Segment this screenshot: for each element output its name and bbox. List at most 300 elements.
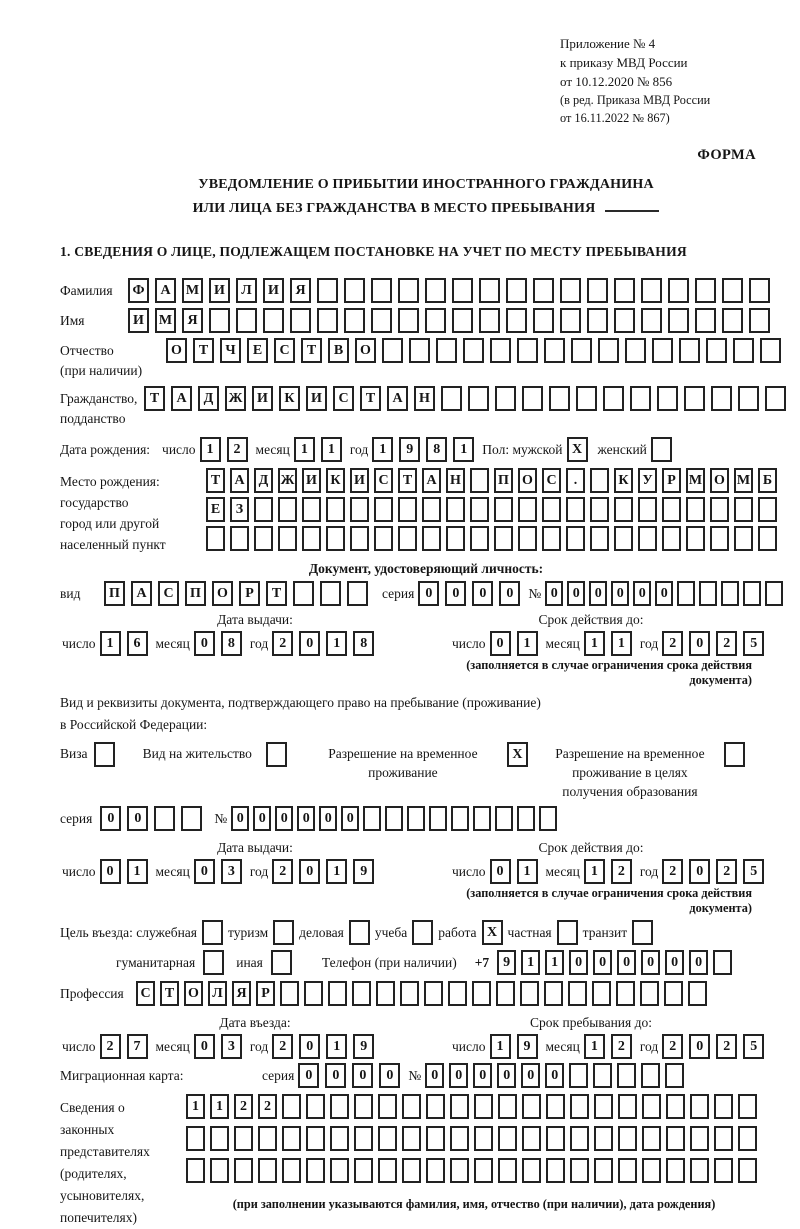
char-box[interactable] <box>425 278 446 303</box>
char-box[interactable] <box>642 1158 661 1183</box>
char-box[interactable]: 1 <box>521 950 540 975</box>
char-box[interactable] <box>236 308 257 333</box>
char-box[interactable] <box>587 308 608 333</box>
char-box[interactable] <box>302 497 321 522</box>
char-box[interactable] <box>713 950 732 975</box>
char-box[interactable] <box>566 497 585 522</box>
char-box[interactable]: 0 <box>472 581 493 606</box>
char-box[interactable] <box>378 1158 397 1183</box>
char-box[interactable] <box>402 1094 421 1119</box>
char-box[interactable] <box>302 526 321 551</box>
char-box[interactable]: И <box>302 468 321 493</box>
char-box[interactable] <box>617 1063 636 1088</box>
char-box[interactable] <box>304 981 323 1006</box>
char-box[interactable] <box>363 806 381 831</box>
char-box[interactable] <box>546 1126 565 1151</box>
char-box[interactable] <box>690 1094 709 1119</box>
char-box[interactable]: 7 <box>127 1034 148 1059</box>
char-box[interactable]: 0 <box>100 859 121 884</box>
char-box[interactable]: 0 <box>425 1063 444 1088</box>
char-box[interactable]: 0 <box>497 1063 516 1088</box>
char-box[interactable] <box>542 497 561 522</box>
char-box[interactable] <box>424 981 443 1006</box>
char-box[interactable]: Н <box>446 468 465 493</box>
char-box[interactable]: 0 <box>352 1063 373 1088</box>
char-box[interactable]: 0 <box>589 581 607 606</box>
char-box[interactable] <box>371 308 392 333</box>
char-box[interactable] <box>398 278 419 303</box>
char-box[interactable] <box>593 1063 612 1088</box>
char-box[interactable] <box>426 1094 445 1119</box>
char-box[interactable]: С <box>274 338 295 363</box>
char-box[interactable]: 0 <box>473 1063 492 1088</box>
char-box[interactable] <box>618 1126 637 1151</box>
char-box[interactable]: М <box>686 468 705 493</box>
char-box[interactable] <box>765 581 783 606</box>
char-box[interactable] <box>686 497 705 522</box>
char-box[interactable] <box>642 1094 661 1119</box>
char-box[interactable] <box>498 1094 517 1119</box>
char-box[interactable]: 0 <box>127 806 148 831</box>
char-box[interactable]: С <box>542 468 561 493</box>
char-box[interactable] <box>344 278 365 303</box>
char-box[interactable] <box>594 1126 613 1151</box>
char-box[interactable] <box>662 497 681 522</box>
char-box[interactable] <box>684 386 705 411</box>
char-box[interactable] <box>474 1126 493 1151</box>
char-box[interactable]: 1 <box>545 950 564 975</box>
char-box[interactable]: 6 <box>127 631 148 656</box>
char-box[interactable] <box>749 308 770 333</box>
char-box[interactable] <box>544 338 565 363</box>
char-box[interactable]: 0 <box>545 1063 564 1088</box>
char-box[interactable]: А <box>171 386 192 411</box>
char-box[interactable] <box>470 526 489 551</box>
char-box[interactable] <box>603 386 624 411</box>
char-box[interactable] <box>738 386 759 411</box>
char-box[interactable]: 0 <box>490 631 511 656</box>
char-box[interactable] <box>542 526 561 551</box>
char-box[interactable]: 1 <box>326 1034 347 1059</box>
purpose-work-checkbox[interactable]: X <box>482 920 503 945</box>
char-box[interactable] <box>570 1126 589 1151</box>
char-box[interactable]: 0 <box>379 1063 400 1088</box>
char-box[interactable]: У <box>638 468 657 493</box>
char-box[interactable]: О <box>710 468 729 493</box>
char-box[interactable]: 5 <box>743 859 764 884</box>
char-box[interactable]: 1 <box>326 631 347 656</box>
char-box[interactable] <box>506 308 527 333</box>
char-box[interactable] <box>450 1158 469 1183</box>
char-box[interactable] <box>695 278 716 303</box>
char-box[interactable] <box>350 526 369 551</box>
char-box[interactable] <box>592 981 611 1006</box>
char-box[interactable]: С <box>158 581 179 606</box>
char-box[interactable] <box>374 526 393 551</box>
char-box[interactable] <box>354 1158 373 1183</box>
char-box[interactable] <box>743 581 761 606</box>
char-box[interactable] <box>662 526 681 551</box>
char-box[interactable]: 5 <box>743 631 764 656</box>
char-box[interactable]: И <box>306 386 327 411</box>
char-box[interactable] <box>154 806 175 831</box>
char-box[interactable]: К <box>279 386 300 411</box>
char-box[interactable] <box>738 1126 757 1151</box>
char-box[interactable]: Я <box>290 278 311 303</box>
char-box[interactable] <box>544 981 563 1006</box>
char-box[interactable] <box>474 1094 493 1119</box>
char-box[interactable] <box>517 806 535 831</box>
char-box[interactable] <box>398 308 419 333</box>
char-box[interactable] <box>711 386 732 411</box>
char-box[interactable] <box>317 308 338 333</box>
char-box[interactable]: 2 <box>716 1034 737 1059</box>
char-box[interactable] <box>765 386 786 411</box>
char-box[interactable] <box>699 581 717 606</box>
char-box[interactable]: 2 <box>272 859 293 884</box>
char-box[interactable]: Ч <box>220 338 241 363</box>
char-box[interactable]: 9 <box>399 437 420 462</box>
char-box[interactable] <box>665 1063 684 1088</box>
char-box[interactable]: 0 <box>253 806 271 831</box>
char-box[interactable] <box>326 497 345 522</box>
char-box[interactable] <box>522 386 543 411</box>
char-box[interactable] <box>533 278 554 303</box>
char-box[interactable]: 0 <box>299 631 320 656</box>
char-box[interactable]: Р <box>662 468 681 493</box>
char-box[interactable] <box>374 497 393 522</box>
char-box[interactable] <box>254 497 273 522</box>
char-box[interactable] <box>306 1158 325 1183</box>
char-box[interactable] <box>282 1094 301 1119</box>
char-box[interactable] <box>641 1063 660 1088</box>
char-box[interactable] <box>479 308 500 333</box>
char-box[interactable]: 0 <box>275 806 293 831</box>
char-box[interactable]: 1 <box>321 437 342 462</box>
char-box[interactable]: 1 <box>100 631 121 656</box>
char-box[interactable] <box>522 1094 541 1119</box>
char-box[interactable]: М <box>155 308 176 333</box>
char-box[interactable] <box>290 308 311 333</box>
char-box[interactable] <box>517 338 538 363</box>
char-box[interactable] <box>230 526 249 551</box>
char-box[interactable]: 9 <box>353 859 374 884</box>
char-box[interactable] <box>317 278 338 303</box>
char-box[interactable] <box>570 1094 589 1119</box>
char-box[interactable]: Ж <box>278 468 297 493</box>
char-box[interactable] <box>468 386 489 411</box>
char-box[interactable] <box>625 338 646 363</box>
char-box[interactable] <box>371 278 392 303</box>
char-box[interactable]: М <box>182 278 203 303</box>
char-box[interactable] <box>306 1094 325 1119</box>
char-box[interactable]: 1 <box>517 631 538 656</box>
char-box[interactable] <box>407 806 425 831</box>
char-box[interactable] <box>734 497 753 522</box>
char-box[interactable] <box>539 806 557 831</box>
char-box[interactable]: 2 <box>662 1034 683 1059</box>
char-box[interactable] <box>568 981 587 1006</box>
char-box[interactable]: Ф <box>128 278 149 303</box>
char-box[interactable]: 1 <box>584 631 605 656</box>
char-box[interactable] <box>472 981 491 1006</box>
char-box[interactable]: 0 <box>319 806 337 831</box>
char-box[interactable]: И <box>128 308 149 333</box>
char-box[interactable]: 2 <box>611 859 632 884</box>
purpose-private-checkbox[interactable] <box>557 920 578 945</box>
char-box[interactable] <box>210 1126 229 1151</box>
char-box[interactable] <box>446 526 465 551</box>
char-box[interactable] <box>320 581 341 606</box>
char-box[interactable] <box>330 1158 349 1183</box>
char-box[interactable]: 0 <box>325 1063 346 1088</box>
char-box[interactable] <box>450 1094 469 1119</box>
char-box[interactable]: 1 <box>584 1034 605 1059</box>
char-box[interactable] <box>350 497 369 522</box>
char-box[interactable]: О <box>166 338 187 363</box>
char-box[interactable]: П <box>104 581 125 606</box>
char-box[interactable]: 0 <box>299 859 320 884</box>
char-box[interactable] <box>614 497 633 522</box>
char-box[interactable]: 1 <box>210 1094 229 1119</box>
char-box[interactable]: 8 <box>353 631 374 656</box>
char-box[interactable]: Я <box>232 981 251 1006</box>
char-box[interactable] <box>686 526 705 551</box>
char-box[interactable]: 1 <box>517 859 538 884</box>
char-box[interactable]: 0 <box>689 859 710 884</box>
char-box[interactable] <box>518 497 537 522</box>
char-box[interactable] <box>451 806 469 831</box>
char-box[interactable]: Т <box>193 338 214 363</box>
char-box[interactable]: 1 <box>326 859 347 884</box>
char-box[interactable] <box>498 1126 517 1151</box>
char-box[interactable] <box>398 526 417 551</box>
purpose-transit-checkbox[interactable] <box>632 920 653 945</box>
char-box[interactable]: К <box>326 468 345 493</box>
char-box[interactable]: 0 <box>521 1063 540 1088</box>
char-box[interactable] <box>590 468 609 493</box>
char-box[interactable] <box>722 278 743 303</box>
visa-checkbox[interactable] <box>94 742 115 767</box>
char-box[interactable] <box>470 468 489 493</box>
char-box[interactable]: Т <box>160 981 179 1006</box>
char-box[interactable] <box>385 806 403 831</box>
char-box[interactable] <box>587 278 608 303</box>
char-box[interactable] <box>450 1126 469 1151</box>
residence-permit-checkbox[interactable] <box>266 742 287 767</box>
char-box[interactable] <box>344 308 365 333</box>
char-box[interactable]: Т <box>301 338 322 363</box>
char-box[interactable] <box>690 1158 709 1183</box>
char-box[interactable]: И <box>350 468 369 493</box>
char-box[interactable]: 2 <box>716 631 737 656</box>
char-box[interactable] <box>520 981 539 1006</box>
char-box[interactable] <box>758 526 777 551</box>
char-box[interactable]: 0 <box>194 859 215 884</box>
char-box[interactable] <box>594 1094 613 1119</box>
char-box[interactable] <box>409 338 430 363</box>
char-box[interactable] <box>441 386 462 411</box>
char-box[interactable] <box>436 338 457 363</box>
char-box[interactable]: 1 <box>186 1094 205 1119</box>
char-box[interactable]: Н <box>414 386 435 411</box>
char-box[interactable] <box>280 981 299 1006</box>
char-box[interactable] <box>496 981 515 1006</box>
char-box[interactable] <box>282 1126 301 1151</box>
char-box[interactable] <box>666 1094 685 1119</box>
char-box[interactable] <box>594 1158 613 1183</box>
char-box[interactable] <box>506 278 527 303</box>
char-box[interactable]: 0 <box>689 950 708 975</box>
char-box[interactable]: П <box>185 581 206 606</box>
char-box[interactable] <box>474 1158 493 1183</box>
char-box[interactable] <box>533 308 554 333</box>
char-box[interactable]: Е <box>206 497 225 522</box>
char-box[interactable]: О <box>184 981 203 1006</box>
char-box[interactable] <box>722 308 743 333</box>
temp-permit-checkbox[interactable]: X <box>507 742 528 767</box>
char-box[interactable] <box>668 308 689 333</box>
char-box[interactable] <box>657 386 678 411</box>
char-box[interactable]: 1 <box>584 859 605 884</box>
char-box[interactable] <box>518 526 537 551</box>
char-box[interactable]: 1 <box>611 631 632 656</box>
char-box[interactable]: 0 <box>490 859 511 884</box>
char-box[interactable]: 0 <box>299 1034 320 1059</box>
char-box[interactable]: 0 <box>545 581 563 606</box>
char-box[interactable] <box>677 581 695 606</box>
char-box[interactable] <box>422 497 441 522</box>
char-box[interactable] <box>429 806 447 831</box>
char-box[interactable] <box>546 1158 565 1183</box>
char-box[interactable]: 2 <box>272 631 293 656</box>
char-box[interactable] <box>576 386 597 411</box>
char-box[interactable]: 0 <box>567 581 585 606</box>
char-box[interactable]: Д <box>198 386 219 411</box>
char-box[interactable] <box>254 526 273 551</box>
char-box[interactable] <box>376 981 395 1006</box>
char-box[interactable] <box>398 497 417 522</box>
char-box[interactable]: Е <box>247 338 268 363</box>
char-box[interactable]: 2 <box>100 1034 121 1059</box>
char-box[interactable]: С <box>374 468 393 493</box>
char-box[interactable] <box>186 1126 205 1151</box>
char-box[interactable] <box>425 308 446 333</box>
char-box[interactable] <box>618 1094 637 1119</box>
char-box[interactable]: Т <box>144 386 165 411</box>
char-box[interactable]: И <box>209 278 230 303</box>
char-box[interactable]: О <box>518 468 537 493</box>
char-box[interactable]: 5 <box>743 1034 764 1059</box>
char-box[interactable] <box>569 1063 588 1088</box>
char-box[interactable] <box>446 497 465 522</box>
char-box[interactable]: Т <box>360 386 381 411</box>
char-box[interactable] <box>306 1126 325 1151</box>
char-box[interactable]: 2 <box>258 1094 277 1119</box>
char-box[interactable] <box>293 581 314 606</box>
char-box[interactable] <box>258 1158 277 1183</box>
purpose-official-checkbox[interactable] <box>202 920 223 945</box>
char-box[interactable]: Р <box>256 981 275 1006</box>
char-box[interactable]: 1 <box>490 1034 511 1059</box>
char-box[interactable]: 0 <box>611 581 629 606</box>
char-box[interactable] <box>330 1094 349 1119</box>
char-box[interactable] <box>618 1158 637 1183</box>
char-box[interactable] <box>490 338 511 363</box>
char-box[interactable] <box>378 1126 397 1151</box>
char-box[interactable] <box>641 278 662 303</box>
char-box[interactable]: И <box>263 278 284 303</box>
char-box[interactable] <box>690 1126 709 1151</box>
char-box[interactable]: А <box>387 386 408 411</box>
char-box[interactable]: 0 <box>689 1034 710 1059</box>
char-box[interactable] <box>758 497 777 522</box>
char-box[interactable]: 0 <box>665 950 684 975</box>
char-box[interactable]: Т <box>398 468 417 493</box>
purpose-study-checkbox[interactable] <box>412 920 433 945</box>
char-box[interactable]: 0 <box>418 581 439 606</box>
char-box[interactable]: 2 <box>611 1034 632 1059</box>
char-box[interactable]: 2 <box>234 1094 253 1119</box>
char-box[interactable]: 0 <box>194 631 215 656</box>
char-box[interactable] <box>347 581 368 606</box>
char-box[interactable]: Т <box>266 581 287 606</box>
char-box[interactable] <box>426 1158 445 1183</box>
char-box[interactable]: 0 <box>100 806 121 831</box>
char-box[interactable] <box>760 338 781 363</box>
char-box[interactable]: 0 <box>298 1063 319 1088</box>
char-box[interactable]: 9 <box>497 950 516 975</box>
char-box[interactable] <box>326 526 345 551</box>
char-box[interactable]: И <box>252 386 273 411</box>
gender-female-checkbox[interactable] <box>651 437 672 462</box>
char-box[interactable] <box>448 981 467 1006</box>
char-box[interactable]: 8 <box>426 437 447 462</box>
char-box[interactable] <box>330 1126 349 1151</box>
char-box[interactable] <box>210 1158 229 1183</box>
char-box[interactable]: В <box>328 338 349 363</box>
char-box[interactable]: 9 <box>517 1034 538 1059</box>
char-box[interactable]: 3 <box>221 859 242 884</box>
char-box[interactable]: О <box>212 581 233 606</box>
char-box[interactable] <box>495 386 516 411</box>
char-box[interactable] <box>452 278 473 303</box>
char-box[interactable] <box>495 806 513 831</box>
char-box[interactable]: 0 <box>689 631 710 656</box>
char-box[interactable] <box>664 981 683 1006</box>
char-box[interactable] <box>616 981 635 1006</box>
char-box[interactable] <box>560 278 581 303</box>
char-box[interactable]: 3 <box>221 1034 242 1059</box>
char-box[interactable]: Я <box>182 308 203 333</box>
char-box[interactable]: 0 <box>633 581 651 606</box>
char-box[interactable]: Р <box>239 581 260 606</box>
char-box[interactable]: А <box>155 278 176 303</box>
char-box[interactable]: О <box>355 338 376 363</box>
char-box[interactable]: С <box>333 386 354 411</box>
char-box[interactable]: Б <box>758 468 777 493</box>
char-box[interactable] <box>400 981 419 1006</box>
char-box[interactable] <box>473 806 491 831</box>
char-box[interactable] <box>642 1126 661 1151</box>
char-box[interactable]: 0 <box>449 1063 468 1088</box>
char-box[interactable]: 9 <box>353 1034 374 1059</box>
char-box[interactable] <box>749 278 770 303</box>
char-box[interactable] <box>614 308 635 333</box>
char-box[interactable] <box>426 1126 445 1151</box>
char-box[interactable] <box>630 386 651 411</box>
char-box[interactable] <box>688 981 707 1006</box>
